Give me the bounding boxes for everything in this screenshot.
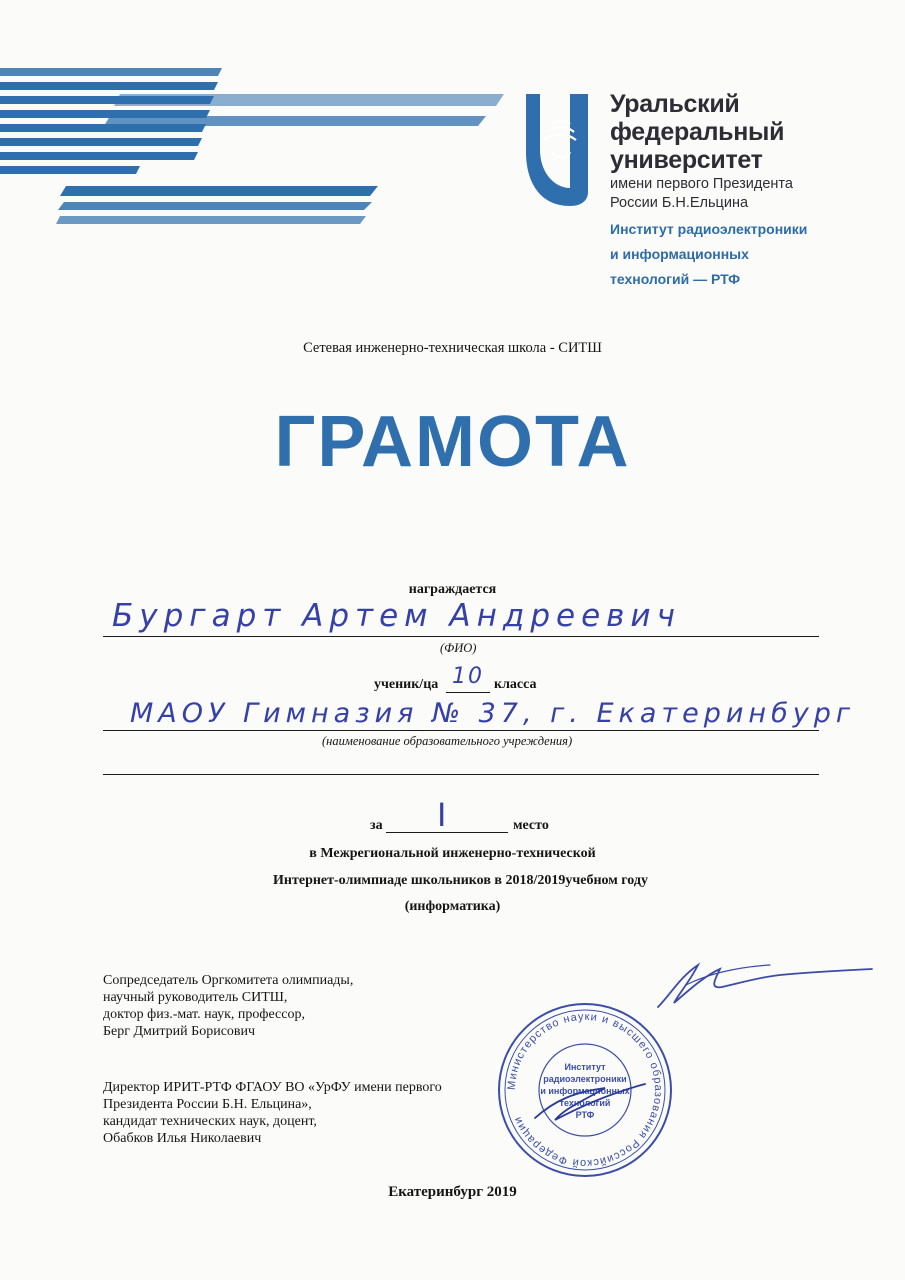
stamp-center-line: радиоэлектроники [543, 1074, 627, 1084]
recipient-name: Бургарт Артем Андреевич [112, 598, 681, 634]
grade-suffix: класса [494, 677, 537, 692]
header-stripes [0, 60, 520, 230]
signatory-line: научный руководитель СИТШ, [103, 990, 288, 1005]
institute-name-line: и информационных [610, 246, 749, 262]
institute-name-line: технологий — РТФ [610, 271, 741, 287]
school-name: Сетевая инженерно-техническая школа - СИТШ [303, 340, 602, 356]
university-name-line: федеральный [610, 118, 785, 146]
official-stamp [495, 1000, 675, 1180]
place-suffix: место [513, 818, 549, 833]
city-year: Екатеринбург 2019 [388, 1184, 517, 1200]
university-name-line: университет [610, 146, 763, 174]
institution-name: МАОУ Гимназия № 37, г. Екатеринбург [130, 698, 856, 729]
document-title: ГРАМОТА [274, 402, 631, 482]
university-name-line: Уральский [610, 90, 740, 118]
grade-prefix: ученик/ца [374, 677, 439, 692]
institution-hint: (наименование образовательного учреждения) [322, 734, 573, 748]
signatory-line: Сопредседатель Оргкомитета олимпиады, [103, 973, 354, 988]
handwritten-signature [650, 955, 880, 1015]
signatory-line: доктор физ.-мат. наук, профессор, [103, 1007, 305, 1022]
stamp-center-line: технологий [559, 1098, 611, 1108]
event-line: Интернет-олимпиаде школьников в 2018/2019учебном году [273, 873, 648, 888]
grade-value: 10 [452, 664, 484, 689]
stamp-ring-text: Министерство науки и высшего образования Российской Федерации [505, 1010, 665, 1170]
stamp-center-line: и информационных [540, 1086, 630, 1096]
signatory-line: Берг Дмитрий Борисович [103, 1024, 256, 1039]
signatory-line: Президента России Б.Н. Ельцина», [103, 1097, 312, 1112]
signatory-line: кандидат технических наук, доцент, [103, 1114, 317, 1129]
stamp-center-line: Институт [564, 1062, 606, 1072]
grade-underline [446, 692, 490, 693]
awarded-label: награждается [408, 582, 497, 597]
place-value: I [437, 796, 450, 834]
urfu-logo-icon [518, 92, 600, 208]
signatory-block [103, 972, 353, 1040]
name-hint: (ФИО) [440, 641, 477, 655]
university-subtitle-line: имени первого Президента [610, 176, 793, 192]
university-logo-text [610, 90, 850, 287]
signatory-block [103, 1079, 442, 1147]
institute-name-line: Институт радиоэлектроники [610, 221, 808, 237]
signatory-line: Директор ИРИТ-РТФ ФГАОУ ВО «УрФУ имени первого [103, 1080, 442, 1095]
name-underline [103, 636, 819, 637]
event-subject: (информатика) [404, 899, 501, 914]
signatory-line: Обабков Илья Николаевич [103, 1131, 262, 1146]
university-subtitle-line: России Б.Н.Ельцина [610, 195, 749, 211]
place-prefix: за [370, 818, 383, 833]
stamp-center-line: РТФ [575, 1110, 595, 1120]
event-line: в Межрегиональной инженерно-технической [309, 846, 596, 861]
institution-extra-underline [103, 774, 819, 775]
institution-underline [103, 730, 819, 731]
